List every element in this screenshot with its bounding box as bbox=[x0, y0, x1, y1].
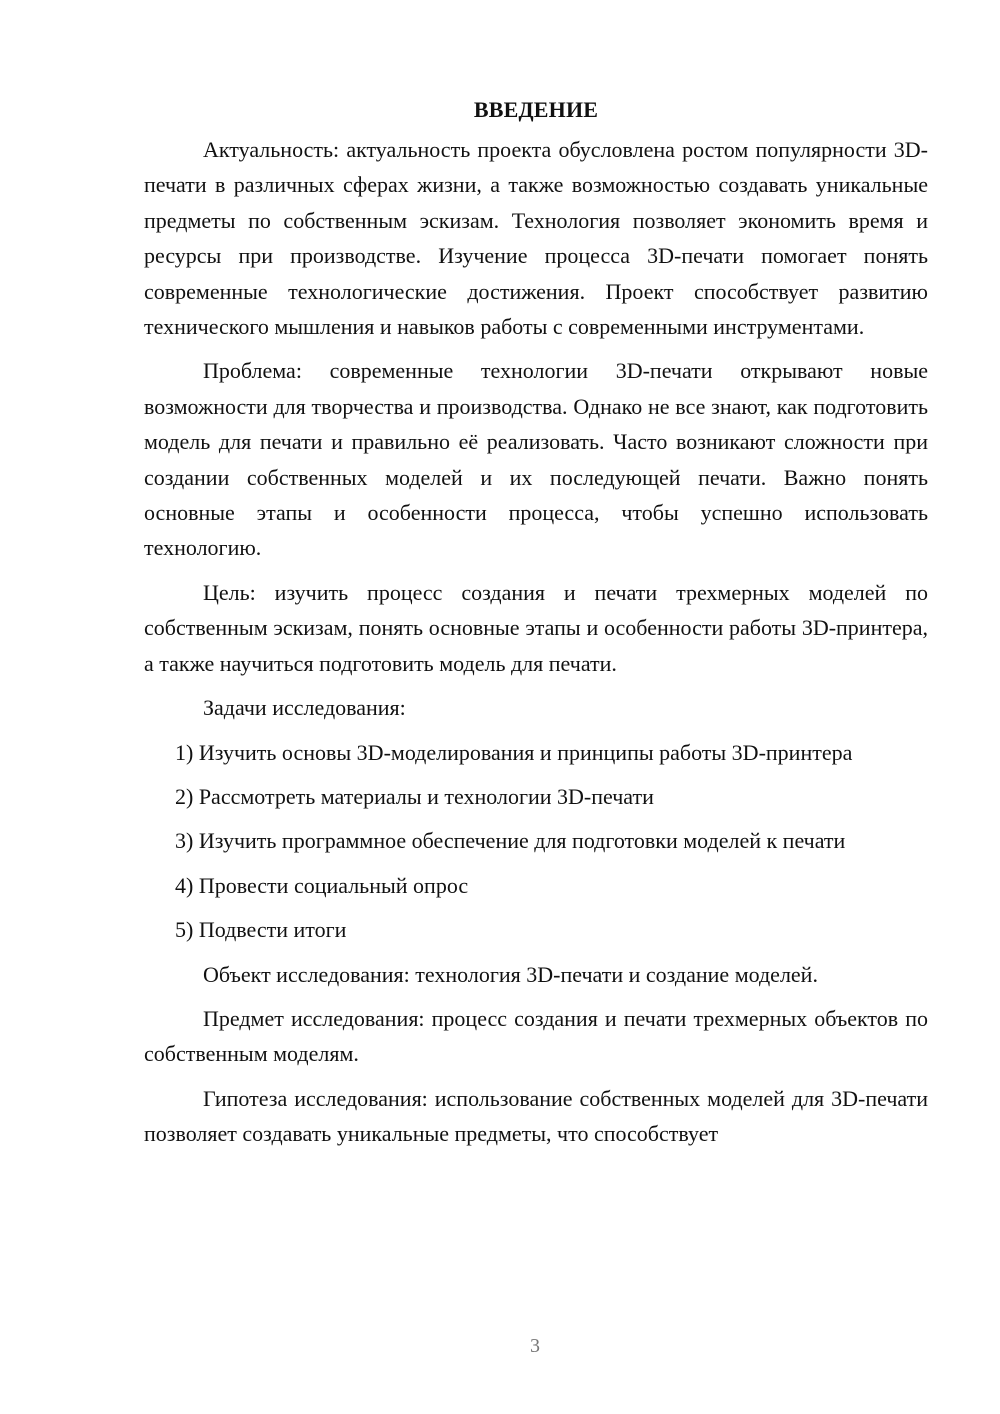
page-number: 3 bbox=[530, 1335, 540, 1357]
paragraph-object: Объект исследования: технология 3D-печати и создание моделей. bbox=[203, 961, 818, 987]
paragraph-goal: Цель: изучить процесс создания и печати трехмерных моделей по собственным эскизам, понять основные этапы и особенности работы 3D-принтера, а также научиться подготовить модель для печати. bbox=[144, 579, 928, 676]
tasks-heading: Задачи исследования: bbox=[203, 695, 406, 721]
task-item-5: 5) Подвести итоги bbox=[175, 917, 347, 943]
paragraph-hypothesis: Гипотеза исследования: использование собственных моделей для 3D-печати позволяет создавать уникальные предметы, что способствует bbox=[144, 1085, 928, 1147]
paragraph-relevance: Актуальность: актуальность проекта обусловлена ростом популярности 3D-печати в различных сферах жизни, а также возможностью создавать уникальные предметы по собственным эскизам. Технология позволяет экономить время и ресурсы при производстве. Изучение процесса 3D-печати помогает понять современные технологические достижения. Проект способствует развитию технического мышления и навыков работы с современными инструментами. bbox=[144, 137, 928, 340]
task-item-2: 2) Рассмотреть материалы и технологии 3D-печати bbox=[175, 783, 654, 809]
page-content bbox=[144, 92, 928, 1161]
task-item-4: 4) Провести социальный опрос bbox=[175, 872, 469, 898]
paragraph-subject: Предмет исследования: процесс создания и печати трехмерных объектов по собственным моделям. bbox=[144, 1005, 928, 1067]
task-item-3: 3) Изучить программное обеспечение для подготовки моделей к печати bbox=[175, 828, 846, 854]
task-item-1: 1) Изучить основы 3D-моделирования и принципы работы 3D-принтера bbox=[175, 739, 853, 765]
page-title: ВВЕДЕНИЕ bbox=[473, 97, 599, 122]
paragraph-problem: Проблема: современные технологии 3D-печати открывают новые возможности для творчества и производства. Однако не все знают, как подготовить модель для печати и правильно её реализовать. Часто возникают сложности при создании собственных моделей и их последующей печати. Важно понять основные этапы и особенности процесса, чтобы успешно использовать технологию. bbox=[144, 358, 928, 561]
